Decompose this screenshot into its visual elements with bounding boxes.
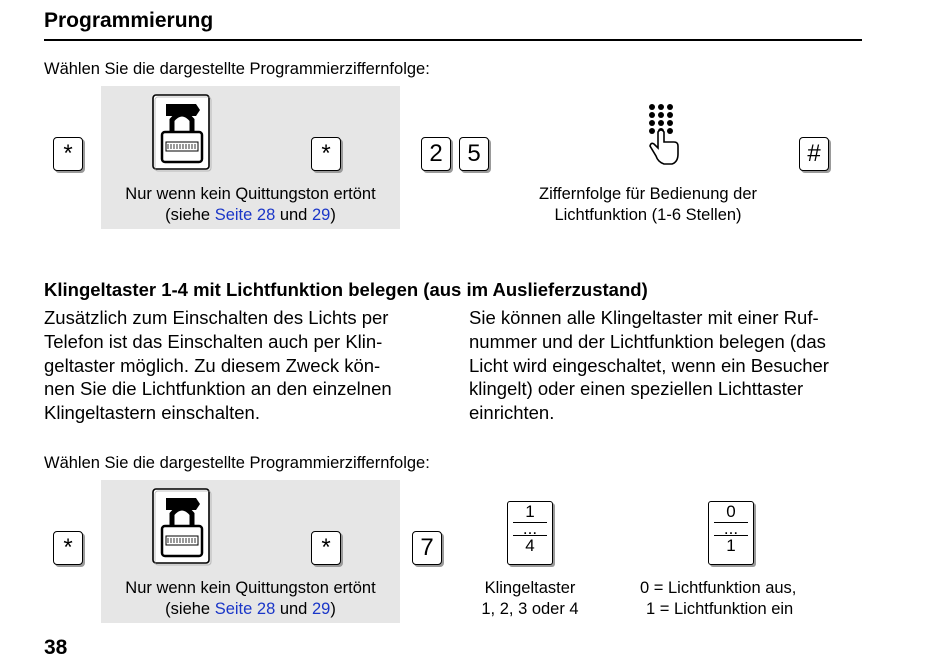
seq2-lock-icon bbox=[152, 488, 212, 571]
left-paragraph bbox=[44, 306, 436, 425]
digit-label: 5 bbox=[467, 140, 481, 167]
lichtfunktion-range-key bbox=[708, 501, 754, 565]
star-key-label: * bbox=[321, 534, 331, 561]
right-paragraph bbox=[469, 306, 862, 425]
caption-text: (siehe bbox=[165, 600, 215, 618]
seq1-digits-caption bbox=[510, 184, 786, 226]
digit-label: 2 bbox=[429, 140, 443, 167]
box-caption-line-2 bbox=[101, 205, 400, 226]
taster-caption-line-2: 1, 2, 3 oder 4 bbox=[481, 600, 579, 618]
paragraph-line: Klingeltastern einschalten. bbox=[44, 402, 260, 424]
range-top: 1 bbox=[525, 502, 535, 521]
caption-text: ) bbox=[330, 600, 336, 618]
star-key-label: * bbox=[63, 534, 73, 561]
paragraph-line: nen Sie die Lichtfunktion an den einzelnen bbox=[44, 378, 392, 400]
klingeltaster-caption bbox=[460, 578, 600, 620]
box-caption-line-2 bbox=[101, 599, 400, 620]
hash-key-label: # bbox=[807, 140, 821, 167]
section-heading: Klingeltaster 1-4 mit Lichtfunktion belegen (aus im Auslieferzustand) bbox=[44, 279, 648, 300]
range-top: 0 bbox=[726, 502, 736, 521]
paragraph-line: nummer und der Lichtfunktion belegen (das bbox=[469, 330, 826, 352]
paragraph-line: Licht wird eingeschaltet, wenn ein Besucher bbox=[469, 354, 829, 376]
link-seite-28[interactable]: Seite 28 bbox=[214, 600, 276, 618]
paragraph-line: klingelt) oder einen speziellen Lichttaster bbox=[469, 378, 804, 400]
digits-caption-line-2: Lichtfunktion (1-6 Stellen) bbox=[554, 206, 742, 224]
licht-caption-line-2: 1 = Lichtfunktion ein bbox=[646, 600, 794, 618]
keypad-finger-icon bbox=[644, 102, 684, 177]
title-rule bbox=[44, 39, 862, 41]
link-seite-28[interactable]: Seite 28 bbox=[214, 206, 276, 224]
seq1-digit-2-key bbox=[421, 137, 451, 171]
seq1-lock-icon bbox=[152, 94, 212, 177]
seq2-star-key-1 bbox=[53, 531, 83, 565]
seq2-box-caption bbox=[101, 578, 400, 620]
link-seite-29[interactable]: 29 bbox=[311, 600, 331, 618]
paragraph-line: Telefon ist das Einschalten auch per Klin- bbox=[44, 330, 383, 352]
seq1-intro: Wählen Sie die dargestellte Programmierziffernfolge: bbox=[44, 60, 430, 78]
range-bottom: 4 bbox=[525, 536, 535, 555]
seq1-star-key-2 bbox=[311, 137, 341, 171]
range-bottom: 1 bbox=[726, 536, 736, 555]
paragraph-line: einrichten. bbox=[469, 402, 555, 424]
seq1-digit-5-key bbox=[459, 137, 489, 171]
klingeltaster-range-key bbox=[507, 501, 553, 565]
caption-text: und bbox=[275, 600, 312, 618]
seq1-box-caption bbox=[101, 184, 400, 226]
caption-text: (siehe bbox=[165, 206, 215, 224]
caption-text: ) bbox=[330, 206, 336, 224]
paragraph-line: Zusätzlich zum Einschalten des Lichts per bbox=[44, 307, 389, 328]
seq2-intro: Wählen Sie die dargestellte Programmierziffernfolge: bbox=[44, 454, 430, 472]
seq2-star-key-2 bbox=[311, 531, 341, 565]
taster-caption-line-1: Klingeltaster bbox=[484, 579, 576, 597]
caption-text: und bbox=[275, 206, 312, 224]
paragraph-line: Sie können alle Klingeltaster mit einer Ruf- bbox=[469, 307, 819, 328]
seq2-digit-7-key bbox=[412, 531, 442, 565]
lichtfunktion-caption bbox=[630, 578, 830, 620]
range-dots: ... bbox=[723, 519, 739, 538]
box-caption-line-1: Nur wenn kein Quittungston ertönt bbox=[125, 579, 376, 597]
digits-caption-line-1: Ziffernfolge für Bedienung der bbox=[538, 185, 757, 203]
page-number: 38 bbox=[44, 636, 68, 659]
link-seite-29[interactable]: 29 bbox=[311, 206, 331, 224]
star-key-label: * bbox=[63, 140, 73, 167]
digit-label: 7 bbox=[420, 534, 434, 561]
paragraph-line: geltaster möglich. Zu diesem Zweck kön- bbox=[44, 354, 381, 376]
seq1-hash-key bbox=[799, 137, 829, 171]
star-key-label: * bbox=[321, 140, 331, 167]
seq1-star-key-1 bbox=[53, 137, 83, 171]
licht-caption-line-1: 0 = Lichtfunktion aus, bbox=[640, 579, 797, 597]
range-dots: ... bbox=[522, 519, 538, 538]
box-caption-line-1: Nur wenn kein Quittungston ertönt bbox=[125, 185, 376, 203]
page-title: Programmierung bbox=[44, 9, 214, 32]
